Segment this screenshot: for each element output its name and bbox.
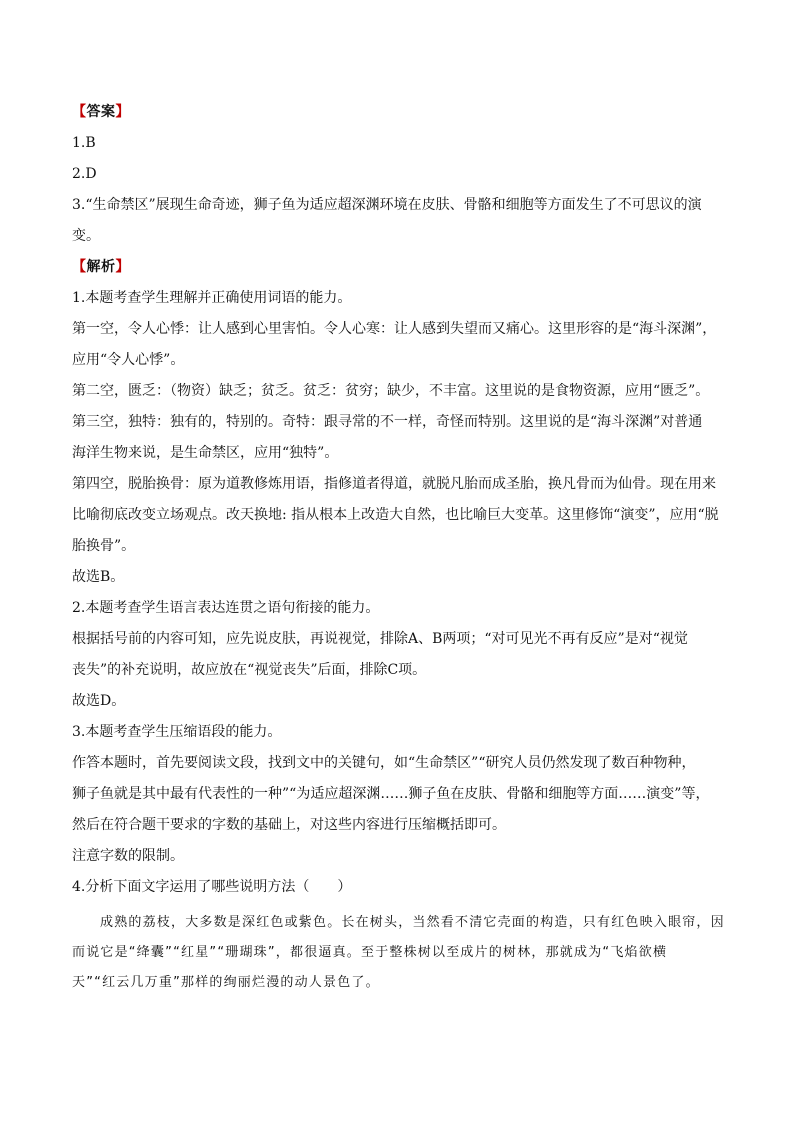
analysis-line: 2.本题考查学生语言表达连贯之语句衔接的能力。 (72, 600, 380, 616)
answer-heading (72, 102, 722, 122)
analysis-line: 第一空，令人心悸：让人感到心里害怕。令人心寒：让人感到失望而又痛心。这里形容的是“海斗深渊”， (72, 321, 717, 337)
answer-item-1: 1.B (72, 135, 96, 151)
analysis-line: 第四空，脱胎换骨：原为道教修炼用语，指修道者得道，就脱凡胎而成圣胎，换凡骨而为仙骨。现在用来 (72, 476, 716, 492)
analysis-line: 故选B。 (72, 569, 125, 585)
passage-line: 而说它是“绛囊”“红星”“珊瑚珠”，都很逼真。至于整株树以至成片的树林，那就成为“飞焰欲横 (72, 945, 668, 960)
analysis-line: 海洋生物来说，是生命禁区，应用“独特”。 (72, 445, 339, 461)
analysis-line: 第三空，独特：独有的，特别的。奇特：跟寻常的不一样，奇怪而特别。这里说的是“海斗深渊”对普通 (72, 414, 703, 430)
analysis-line: 丧失”的补充说明，故应放在“视觉丧失”后面，排除C项。 (72, 662, 427, 678)
passage-line: 成熟的荔枝，大多数是深红色或紫色。长在树头，当然看不清它壳面的构造，只有红色映入眼帘，因 (100, 915, 725, 930)
question-4-prompt: 4.分析下面文字运用了哪些说明方法（ ） (72, 879, 352, 895)
analysis-bracket-open: 【 (72, 259, 87, 275)
answer-item-3-continued: 变。 (72, 228, 100, 244)
analysis-line: 然后在符合题干要求的字数的基础上，对这些内容进行压缩概括即可。 (72, 817, 506, 833)
analysis-line: 狮子鱼就是其中最有代表性的一种”“为适应超深渊……狮子鱼在皮肤、骨骼和细胞等方面……演变”等， (72, 786, 710, 802)
answer-bracket-close: 】 (115, 104, 130, 120)
analysis-heading-text: 解析 (86, 259, 116, 275)
analysis-line: 注意字数的限制。 (72, 848, 184, 864)
analysis-line: 3.本题考查学生压缩语段的能力。 (72, 724, 282, 740)
analysis-line: 应用“令人心悸”。 (72, 352, 185, 368)
answer-item-2: 2.D (72, 166, 97, 182)
answer-bracket-open: 【 (72, 104, 87, 120)
document-body (72, 102, 725, 1003)
analysis-line: 故选D。 (72, 693, 126, 709)
analysis-bracket-close: 】 (115, 259, 130, 275)
question-4-passage (72, 913, 725, 993)
analysis-line: 比喻彻底改变立场观点。改天换地: 指从根本上改造大自然，也比喻巨大变革。这里修饰“演变”，应用“脱 (72, 507, 719, 523)
analysis-line: 作答本题时，首先要阅读文段，找到文中的关键句，如“生命禁区”“研究人员仍然发现了数百种物种， (72, 755, 696, 771)
analysis-line: 根据括号前的内容可知，应先说皮肤，再说视觉，排除A、B两项；“对可见光不再有反应”是对“视觉 (72, 631, 688, 647)
analysis-heading (72, 257, 722, 277)
answer-heading-text: 答案 (86, 104, 116, 120)
analysis-line: 1.本题考查学生理解并正确使用词语的能力。 (72, 290, 352, 306)
passage-line: 天”“红云几万重”那样的绚丽烂漫的动人景色了。 (72, 975, 380, 990)
analysis-line: 第二空，匮乏：（物资）缺乏；贫乏。贫乏：贫穷；缺少，不丰富。这里说的是食物资源，应用“匮乏”。 (72, 383, 710, 399)
analysis-line: 胎换骨”。 (72, 538, 136, 554)
answer-item-3: 3.“生命禁区”展现生命奇迹，狮子鱼为适应超深渊环境在皮肤、骨骼和细胞等方面发生了不可思议的演 (72, 197, 702, 213)
